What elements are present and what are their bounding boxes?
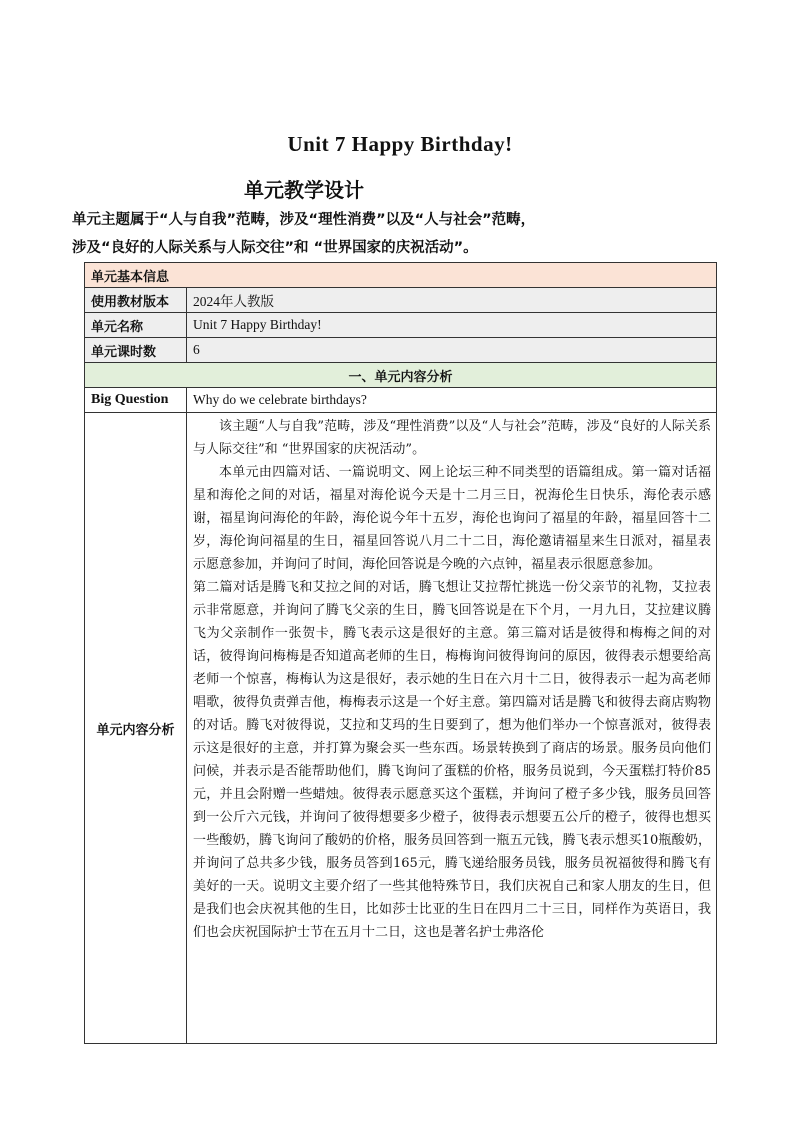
row-value: 2024年人教版 <box>187 288 717 313</box>
intro-line-1: 单元主题属于“人与自我”范畴，涉及“理性消费”以及“人与社会”范畴， <box>72 212 536 228</box>
content-paragraph: 第二篇对话是腾飞和艾拉之间的对话，腾飞想让艾拉帮忙挑选一份父亲节的礼物，艾拉表示非常愿意，并询问了腾飞父亲的生日，腾飞回答说是在下个月，一月九日，艾拉建议腾飞为父亲制作一张贺卡，腾飞表示这是很好的主意。第三篇对话是彼得和梅梅之间的对话，彼得询问梅梅是否知道高老师的生日，梅梅询问彼得询问的原因，彼得表示想要给高老师一个惊喜，梅梅认为这是很好，表示她的生日在六月十二日，彼得表示一起为高老师唱歌，彼得负责弹吉他，梅梅表示这是一个好主意。第四篇对话是腾飞和彼得去商店购物的对话。腾飞对彼得说，艾拉和艾玛的生日要到了，想为他们举办一个惊喜派对，彼得表示这是很好的主意，并打算为聚会买一些东西。场景转换到了商店的场景。服务员向他们问候，并表示是否能帮助他们，腾飞询问了蛋糕的价格，服务员说到，今天蛋糕打特价85元，并且会附赠一些蜡烛。彼得表示愿意买这个蛋糕，并询问了橙子多少钱，服务员回答到一公斤六元钱，并询问了彼得想要多少橙子，彼得表示想要五公斤的橙子，彼得也想买一些酸奶，腾飞询问了酸奶的价格，服务员回答到一瓶五元钱，腾飞表示想买10瓶酸奶，并询问了总共多少钱，服务员答到165元，腾飞递给服务员钱，服务员祝福彼得和腾飞有美好的一天。说明文主要介绍了一些其他特殊节日，我们庆祝自己和家人朋友的生日，但是我们也会庆祝其他的生日，比如莎士比亚的生日在四月二十三日，同样作为英语日，我们也会庆祝国际护士节在五月十二日，这也是著名护士弗洛伦 <box>193 580 712 940</box>
table-row-content-analysis <box>85 413 717 1044</box>
row-value: Unit 7 Happy Birthday! <box>187 313 717 338</box>
content-analysis-cell <box>187 413 717 1044</box>
section-header: 一、单元内容分析 <box>85 363 717 388</box>
row-label: 单元名称 <box>85 313 187 338</box>
big-question-value: Why do we celebrate birthdays? <box>187 388 717 413</box>
content-paragraph: 本单元由四篇对话、一篇说明文、网上论坛三种不同类型的语篇组成。第一篇对话福星和海伦之间的对话，福星对海伦说今天是十二月三日，祝海伦生日快乐，海伦表示感谢，福星询问海伦的年龄，海伦说今年十五岁，海伦也询问了福星的年龄，福星回答十二岁，海伦询问福星的生日，福星回答说八月二十二日，海伦邀请福星来生日派对，福星表示愿意参加，并询问了时间，海伦回答说是今晚的六点钟，福星表示很愿意参加。 <box>193 465 712 572</box>
row-label: 使用教材版本 <box>85 288 187 313</box>
content-analysis-text <box>187 413 716 1043</box>
intro-text <box>72 206 732 262</box>
table-row-unit-name <box>85 313 717 338</box>
table-row-big-question <box>85 388 717 413</box>
unit-design-table <box>84 262 717 1044</box>
row-value: 6 <box>187 338 717 363</box>
content-analysis-label: 单元内容分析 <box>85 413 187 1044</box>
content-paragraph: 该主题“人与自我”范畴，涉及“理性消费”以及“人与社会”范畴，涉及“良好的人际关系与人际交往”和 “世界国家的庆祝活动”。 <box>193 419 712 457</box>
table-row-textbook <box>85 288 717 313</box>
page-title: Unit 7 Happy Birthday! <box>287 132 513 156</box>
page-subtitle: 单元教学设计 <box>244 178 364 202</box>
intro-line-2: 涉及“良好的人际关系与人际交往”和 “世界国家的庆祝活动”。 <box>72 240 478 256</box>
row-label: 单元课时数 <box>85 338 187 363</box>
big-question-label: Big Question <box>85 388 187 413</box>
basic-info-header: 单元基本信息 <box>85 263 717 288</box>
table-row-lesson-count <box>85 338 717 363</box>
